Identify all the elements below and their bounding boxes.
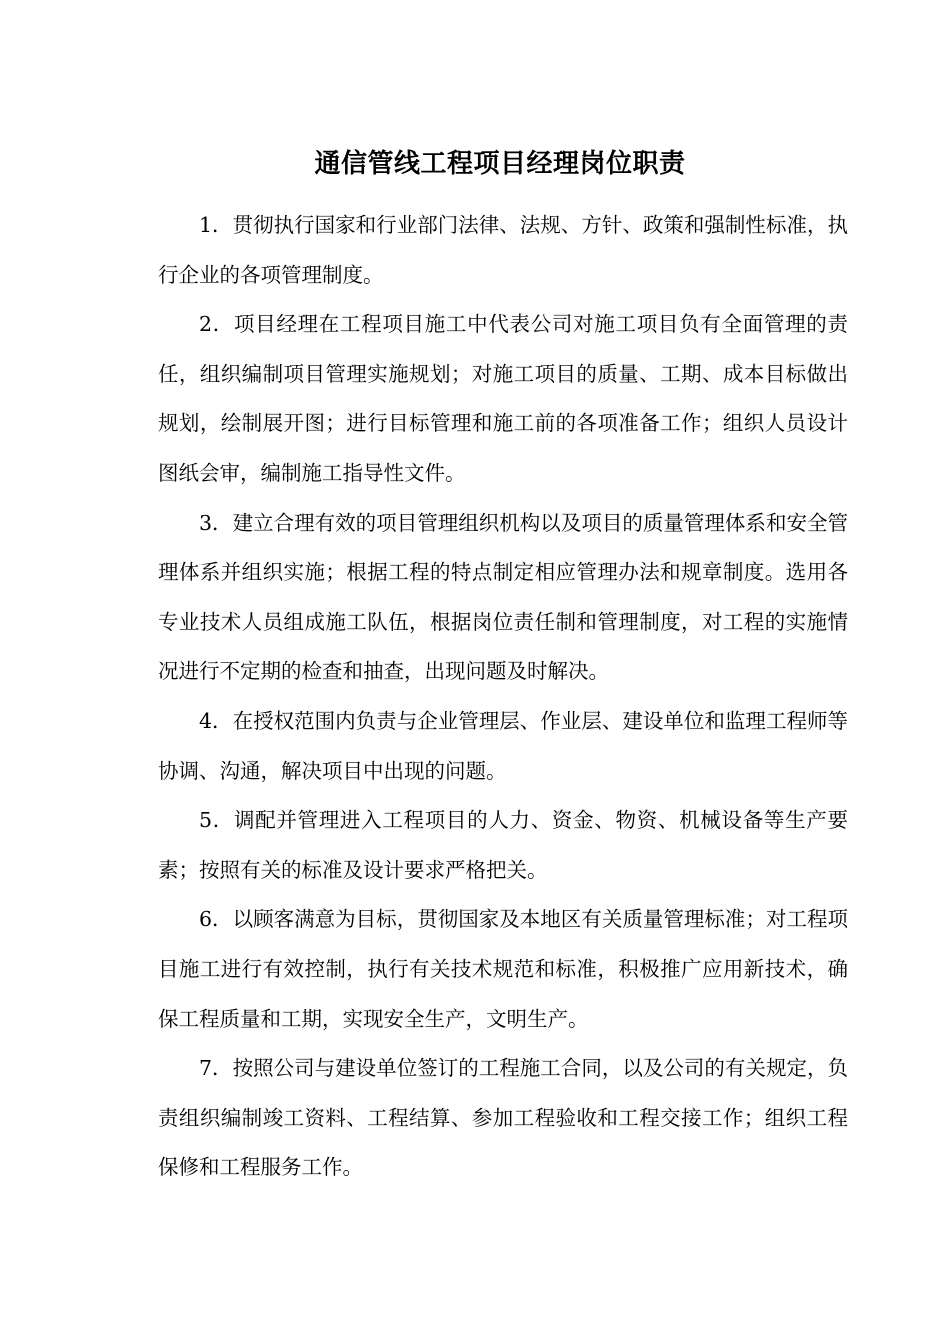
paragraph-3: 3．建立合理有效的项目管理组织机构以及项目的质量管理体系和安全管理体系并组织实施；根据工程的特点制定相应管理办法和规章制度。选用各专业技术人员组成施工队伍，根据岗位责任制和管理制度，对工程的实施情况进行不定期的检查和抽查，出现问题及时解决。 [158, 510, 848, 684]
document-body [158, 201, 848, 1193]
paragraph-1: 1．贯彻执行国家和行业部门法律、法规、方针、政策和强制性标准，执行企业的各项管理制度。 [158, 213, 848, 287]
paragraph-2: 2．项目经理在工程项目施工中代表公司对施工项目负有全面管理的责任，组织编制项目管理实施规划；对施工项目的质量、工期、成本目标做出规划，绘制展开图；进行目标管理和施工前的各项准备工作；组织人员设计图纸会审，编制施工指导性文件。 [158, 312, 848, 485]
paragraph-6: 6．以顾客满意为目标，贯彻国家及本地区有关质量管理标准；对工程项目施工进行有效控制，执行有关技术规范和标准，积极推广应用新技术，确保工程质量和工期，实现安全生产，文明生产。 [158, 907, 848, 1031]
paragraph-7: 7．按照公司与建设单位签订的工程施工合同，以及公司的有关规定，负责组织编制竣工资料、工程结算、参加工程验收和工程交接工作；组织工程保修和工程服务工作。 [158, 1056, 848, 1180]
paragraph-5: 5．调配并管理进入工程项目的人力、资金、物资、机械设备等生产要素；按照有关的标准及设计要求严格把关。 [158, 808, 848, 882]
paragraph-4: 4．在授权范围内负责与企业管理层、作业层、建设单位和监理工程师等协调、沟通，解决项目中出现的问题。 [158, 708, 848, 783]
document-title: 通信管线工程项目经理岗位职责 [314, 149, 686, 179]
